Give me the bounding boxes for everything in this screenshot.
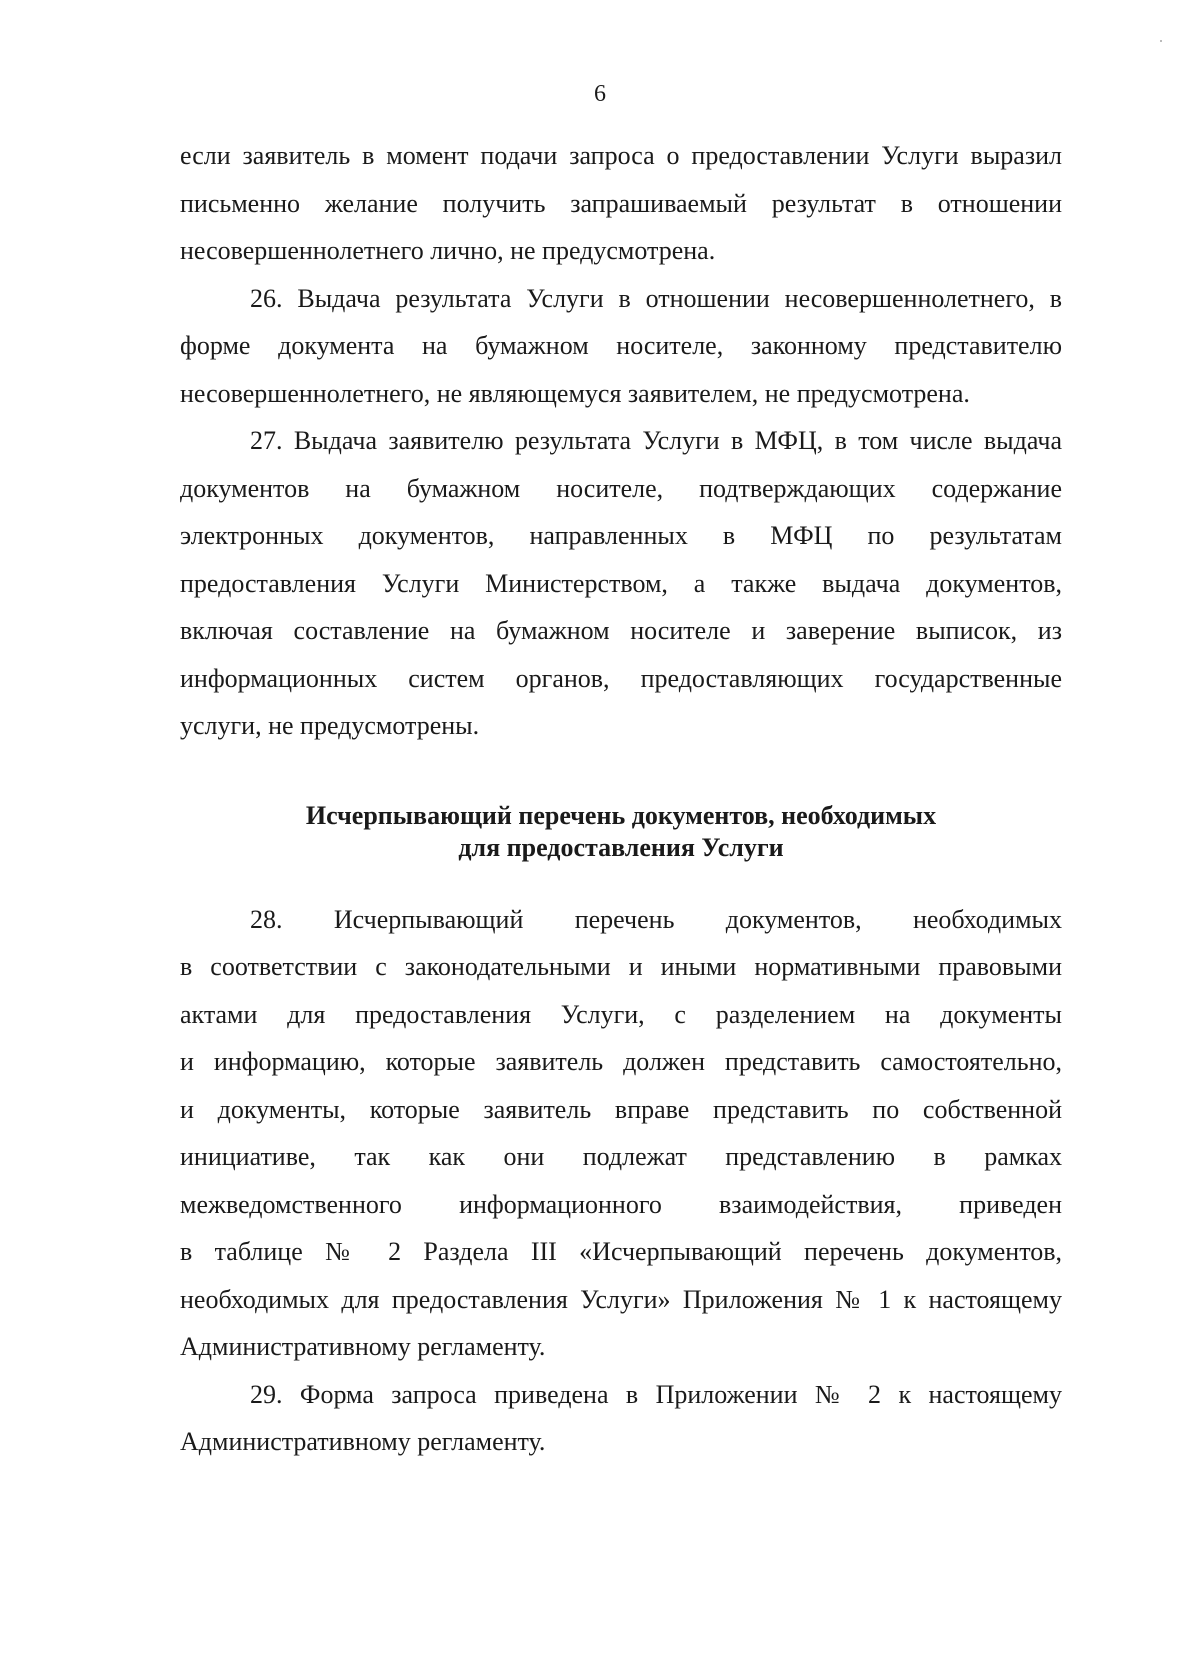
- text-line: 28. Исчерпывающий перечень документов, необходимых: [250, 904, 1062, 934]
- section-heading: [180, 800, 1062, 864]
- text-line: Административному регламенту.: [180, 1427, 546, 1456]
- paragraph-28: [180, 896, 1062, 1371]
- text-line: актами для предоставления Услуги, с разделением на документы: [180, 999, 1062, 1029]
- text-line: услуги, не предусмотрены.: [180, 711, 480, 740]
- text-line: 26. Выдача результата Услуги в отношении несовершеннолетнего, в: [250, 283, 1062, 313]
- text-line: необходимых для предоставления Услуги» Приложения № 1 к настоящему: [180, 1284, 1062, 1314]
- heading-line: Исчерпывающий перечень документов, необходимых: [305, 800, 937, 830]
- text-line: и документы, которые заявитель вправе представить по собственной: [180, 1094, 1062, 1124]
- text-line: 27. Выдача заявителю результата Услуги в МФЦ, в том числе выдача: [250, 426, 1062, 455]
- text-line: информационных систем органов, предоставляющих государственные: [180, 663, 1062, 693]
- text-line: форме документа на бумажном носителе, законному представителю: [180, 331, 1062, 360]
- text-line: электронных документов, направленных в МФЦ по результатам: [180, 521, 1062, 550]
- text-line: Административному регламенту.: [180, 1332, 546, 1361]
- text-line: 29. Форма запроса приведена в Приложении № 2 к настоящему: [250, 1379, 1062, 1409]
- paragraph-27: [180, 417, 1062, 750]
- text-line: включая составление на бумажном носителе и заверение выписок, из: [180, 616, 1062, 645]
- text-line: несовершеннолетнего лично, не предусмотрена.: [180, 236, 716, 265]
- heading-line: для предоставления Услуги: [458, 832, 784, 862]
- text-line: письменно желание получить запрашиваемый результат в отношении: [180, 188, 1062, 218]
- paragraph-26: [180, 275, 1062, 418]
- text-line: в таблице № 2 Раздела III «Исчерпывающий перечень документов,: [180, 1237, 1062, 1266]
- paragraph-continuation: [180, 132, 1062, 275]
- body-text: [180, 132, 1062, 1466]
- text-line: несовершеннолетнего, не являющемуся заявителем, не предусмотрена.: [180, 378, 970, 408]
- paragraph-29: [180, 1371, 1062, 1466]
- text-line: в соответствии с законодательными и иными нормативными правовыми: [180, 952, 1062, 981]
- text-line: если заявитель в момент подачи запроса о предоставлении Услуги выразил: [180, 141, 1062, 170]
- text-line: документов на бумажном носителе, подтверждающих содержание: [180, 473, 1062, 503]
- text-line: инициативе, так как они подлежат представлению в рамках: [180, 1142, 1062, 1171]
- scan-speck: [1160, 40, 1162, 42]
- text-line: и информацию, которые заявитель должен представить самостоятельно,: [180, 1047, 1062, 1076]
- page-number: 6: [594, 81, 606, 107]
- text-line: межведомственного информационного взаимодействия, приведен: [180, 1189, 1062, 1219]
- text-line: предоставления Услуги Министерством, а также выдача документов,: [180, 568, 1062, 598]
